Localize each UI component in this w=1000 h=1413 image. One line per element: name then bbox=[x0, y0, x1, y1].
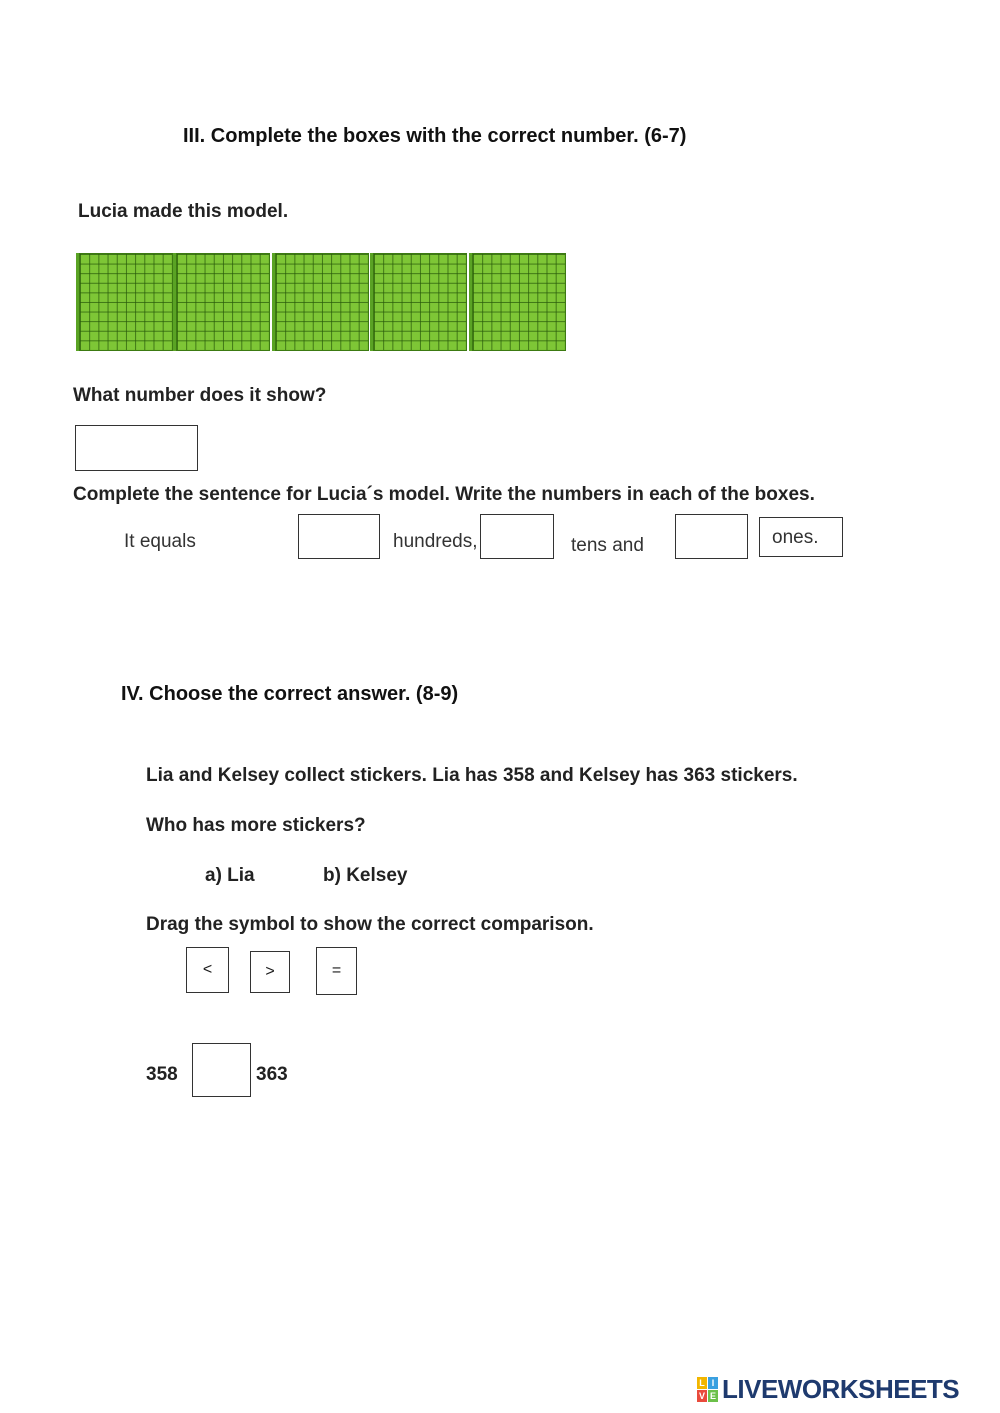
hundreds-flat bbox=[275, 253, 369, 351]
hundreds-flat bbox=[79, 253, 173, 351]
section-4-heading: IV. Choose the correct answer. (8-9) bbox=[121, 683, 459, 705]
comparison-left-number: 358 bbox=[146, 1064, 178, 1085]
comparison-drop-box[interactable] bbox=[192, 1043, 251, 1097]
greater-than-tile[interactable]: > bbox=[250, 951, 290, 993]
hundreds-flat bbox=[472, 253, 566, 351]
equals-tile[interactable]: = bbox=[316, 947, 357, 995]
model-question: What number does it show? bbox=[73, 385, 327, 406]
option-a-lia[interactable]: a) Lia bbox=[205, 865, 255, 886]
tens-label: tens and bbox=[571, 535, 644, 556]
logo-text: LIVEWORKSHEETS bbox=[722, 1374, 960, 1404]
tens-answer-box[interactable] bbox=[480, 514, 554, 559]
drag-instruction: Drag the symbol to show the correct comparison. bbox=[146, 914, 594, 935]
hundreds-answer-box[interactable] bbox=[298, 514, 380, 559]
sticker-question: Who has more stickers? bbox=[146, 815, 366, 836]
hundreds-flat bbox=[373, 253, 467, 351]
number-answer-box[interactable] bbox=[75, 425, 198, 471]
logo-mark-icon: L I V E bbox=[698, 1377, 716, 1401]
ones-label-box bbox=[759, 517, 843, 557]
comparison-right-number: 363 bbox=[256, 1064, 288, 1085]
model-intro: Lucia made this model. bbox=[78, 201, 289, 222]
sentence-instruction: Complete the sentence for Lucia´s model. Write the numbers in each of the boxes. bbox=[73, 484, 815, 505]
liveworksheets-logo[interactable] bbox=[697, 1374, 959, 1405]
less-than-tile[interactable]: < bbox=[186, 947, 229, 993]
ones-label: ones. bbox=[772, 527, 819, 548]
hundreds-label: hundreds, bbox=[393, 531, 478, 552]
option-b-kelsey[interactable]: b) Kelsey bbox=[323, 865, 408, 886]
sticker-story: Lia and Kelsey collect stickers. Lia has 358 and Kelsey has 363 stickers. bbox=[146, 765, 798, 786]
hundreds-flat bbox=[176, 253, 270, 351]
section-3-heading: III. Complete the boxes with the correct number. (6-7) bbox=[183, 125, 687, 147]
sentence-prefix: It equals bbox=[124, 531, 196, 552]
ones-answer-box[interactable] bbox=[675, 514, 748, 559]
